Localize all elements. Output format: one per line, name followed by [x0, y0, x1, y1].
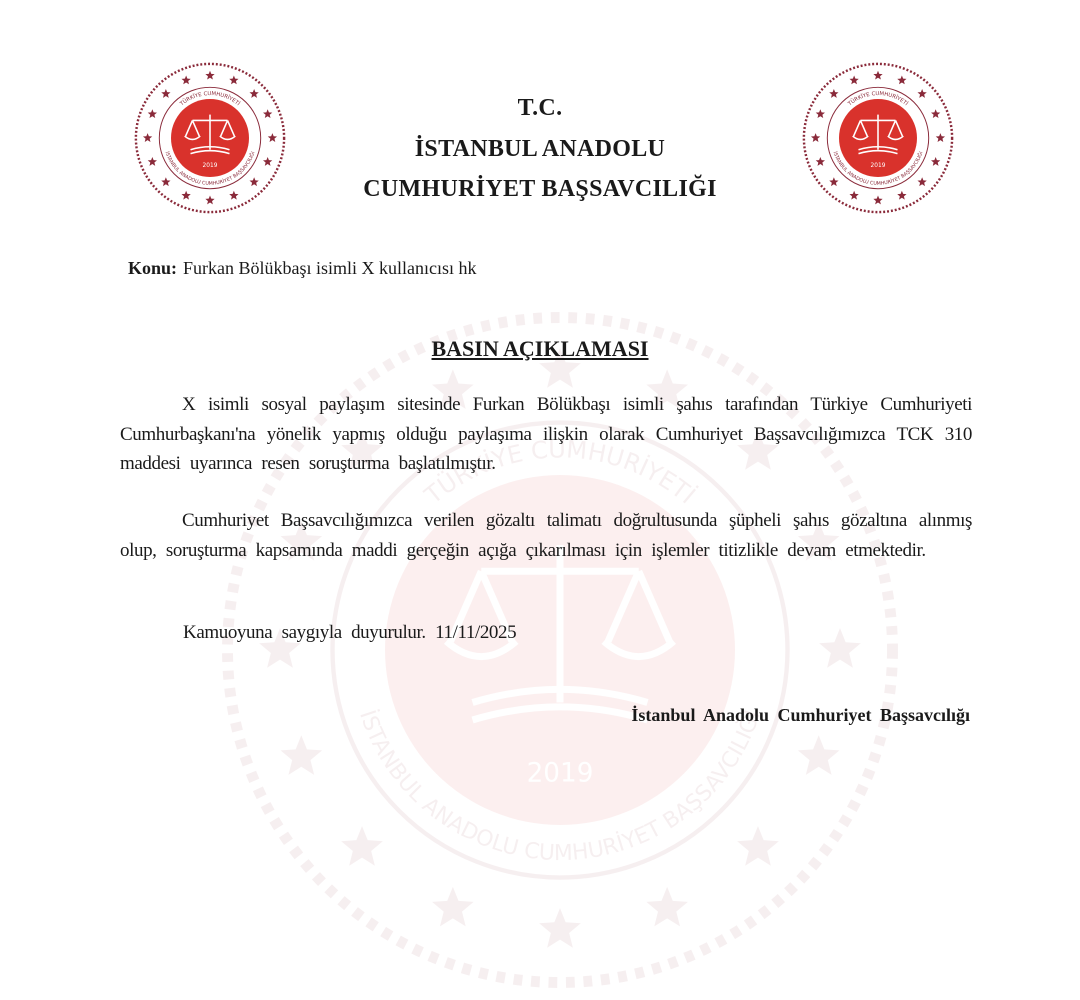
signature: İstanbul Anadolu Cumhuriyet Başsavcılığı [631, 705, 970, 725]
subject-value: Furkan Bölükbaşı isimli X kullanıcısı hk [183, 258, 477, 278]
paragraph-1: X isimli sosyal paylaşım sitesinde Furkan Bölükbaşı isimli şahıs tarafından Türkiye Cumhuriyeti Cumhurbaşkanı'na yönelik yapmış olduğu paylaşıma ilişkin olarak Cumhuriyet Başsavcılığımızca TCK 310 maddesi uyarınca resen soruşturma başlatılmıştır. [120, 394, 972, 474]
closing-line: Kamuoyuna saygıyla duyurulur. 11/11/2025 [183, 622, 517, 643]
document-title: BASIN AÇIKLAMASI [431, 336, 649, 361]
subject-line [128, 258, 477, 279]
header-istanbul-anadolu: İSTANBUL ANADOLU [414, 136, 666, 162]
paragraph-2: Cumhuriyet Başsavcılığımızca verilen gözaltı talimatı doğrultusunda şüpheli şahıs gözaltına alınmış olup, soruşturma kapsamında maddi gerçeğin açığa çıkarılması için işlemler titizlikle devam etmektedir. [120, 510, 972, 561]
header-tc: T.C. [517, 95, 563, 121]
subject-label: Konu: [128, 258, 178, 278]
header-cumhuriyet-bassavciligi: CUMHURİYET BAŞSAVCILIĞI [363, 176, 717, 202]
